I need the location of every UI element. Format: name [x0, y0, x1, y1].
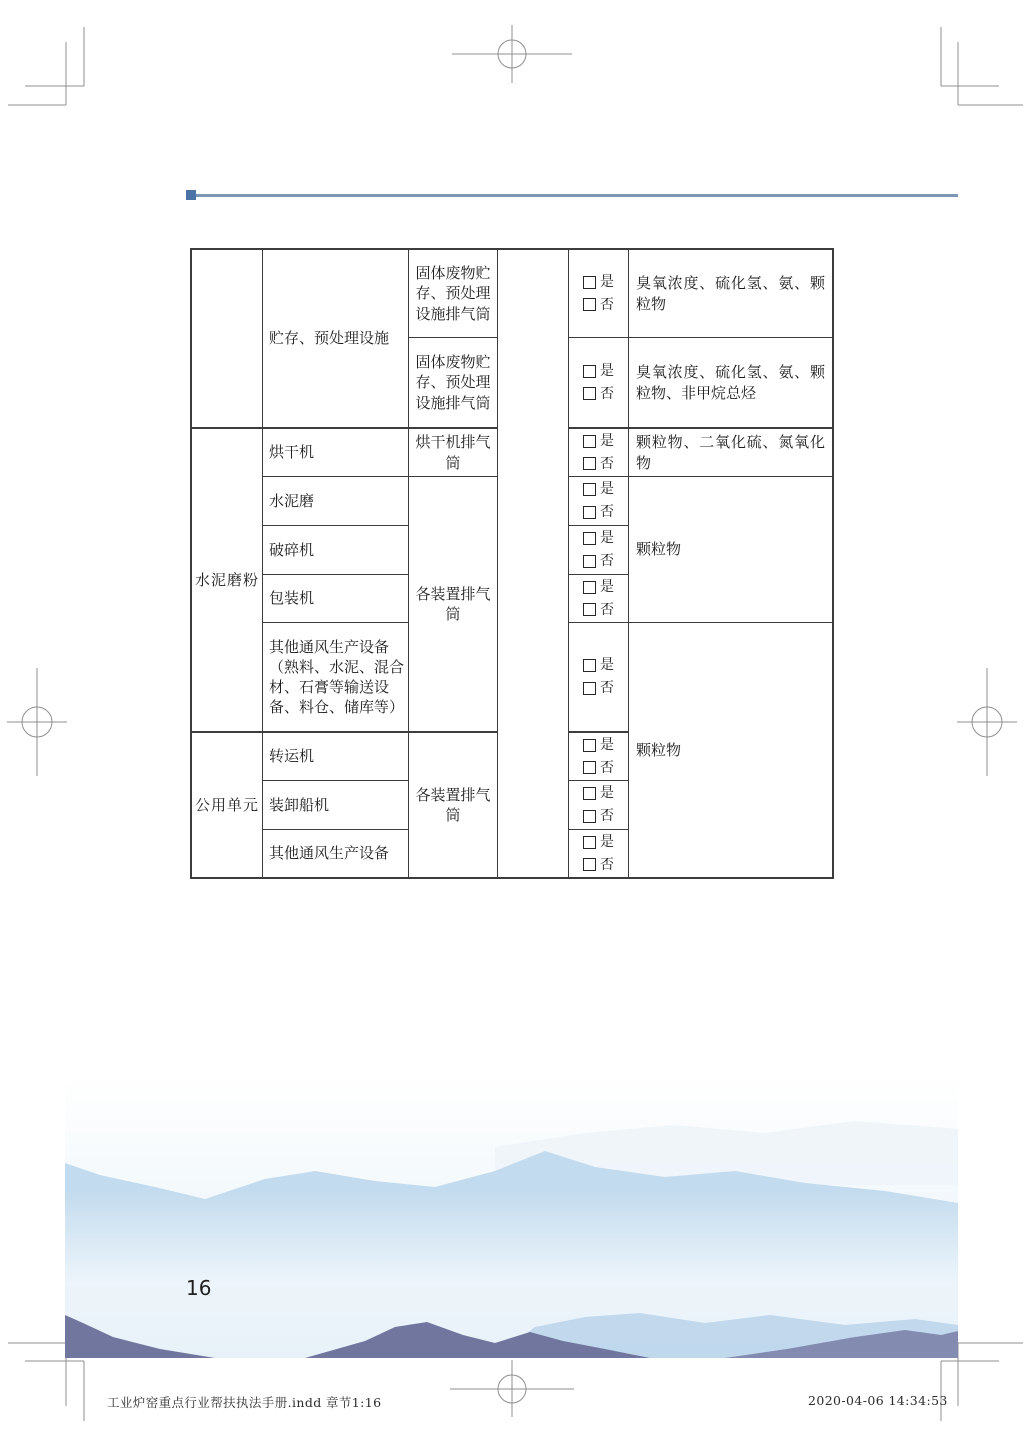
checkbox-cell	[568, 829, 628, 877]
checkbox-no-label: 否	[600, 808, 614, 824]
pollutant-cell	[628, 476, 832, 622]
pollutant-text: 颗粒物	[636, 740, 682, 759]
checkbox-cell	[568, 731, 628, 780]
checkbox-yes-label: 是	[600, 481, 614, 498]
inspection-table	[190, 248, 834, 879]
pollutant-cell	[628, 250, 832, 337]
checkbox-no-label: 否	[600, 504, 614, 520]
checkbox-no-icon	[583, 603, 596, 616]
footer-timestamp: 2020-04-06 14:34:53	[808, 1393, 948, 1408]
stack-cell: 固体废物贮存、预处理设施排气筒	[408, 250, 497, 337]
spacer-cell	[497, 250, 568, 877]
checkbox-yes-icon	[583, 365, 596, 378]
pollutant-cell	[628, 337, 832, 427]
checkbox-yes-label: 是	[600, 530, 614, 547]
group-cell-empty	[192, 250, 262, 427]
stack-cell: 固体废物贮存、预处理设施排气筒	[408, 337, 497, 427]
checkbox-cell	[568, 250, 628, 337]
equipment-cell: 包装机	[262, 574, 408, 622]
checkbox-no-icon	[583, 858, 596, 871]
equipment-cell: 烘干机	[262, 427, 408, 476]
checkbox-yes-label: 是	[600, 833, 614, 850]
stack-cell: 烘干机排气筒	[408, 427, 497, 476]
checkbox-yes-icon	[583, 787, 596, 800]
checkbox-no-icon	[583, 387, 596, 400]
header-rule-square	[186, 190, 196, 200]
checkbox-no-icon	[583, 682, 596, 695]
checkbox-no-label: 否	[600, 296, 614, 313]
pollutant-cell	[628, 427, 832, 476]
checkbox-no-icon	[583, 457, 596, 470]
checkbox-cell	[568, 525, 628, 574]
checkbox-no-icon	[583, 810, 596, 823]
checkbox-yes-icon	[583, 532, 596, 545]
checkbox-yes-label: 是	[600, 432, 614, 449]
checkbox-no-label: 否	[600, 856, 614, 873]
checkbox-no-label: 否	[600, 680, 614, 696]
pollutant-text: 臭氧浓度、硫化氢、氨、颗粒物	[636, 274, 825, 313]
checkbox-no-icon	[583, 555, 596, 568]
equipment-cell: 破碎机	[262, 525, 408, 574]
mountain-footer-image	[65, 1075, 958, 1358]
pollutant-text: 颗粒物、二氧化硫、氮氧化物	[636, 433, 825, 472]
checkbox-yes-label: 是	[600, 736, 614, 753]
equipment-cell: 装卸船机	[262, 780, 408, 829]
checkbox-yes-icon	[583, 276, 596, 289]
checkbox-cell	[568, 622, 628, 731]
checkbox-no-icon	[583, 761, 596, 774]
checkbox-no-label: 否	[600, 601, 614, 618]
checkbox-no-label: 否	[600, 385, 614, 402]
checkbox-yes-icon	[583, 435, 596, 448]
checkbox-cell	[568, 337, 628, 427]
equipment-cell: 贮存、预处理设施	[262, 250, 408, 427]
checkbox-yes-label: 是	[600, 785, 614, 802]
equipment-cell: 转运机	[262, 731, 408, 780]
checkbox-yes-label: 是	[600, 578, 614, 595]
equipment-cell: 其他通风生产设备（熟料、水泥、混合材、石膏等输送设备、料仓、储库等）	[262, 622, 408, 731]
group-cell-utility-unit: 公用单元	[192, 731, 262, 877]
checkbox-no-icon	[583, 506, 596, 519]
checkbox-cell	[568, 427, 628, 476]
checkbox-yes-icon	[583, 659, 596, 672]
checkbox-no-label: 否	[600, 553, 614, 569]
pollutant-text: 颗粒物	[636, 540, 682, 559]
checkbox-yes-label: 是	[600, 362, 614, 379]
checkbox-no-icon	[583, 298, 596, 311]
equipment-cell: 其他通风生产设备	[262, 829, 408, 877]
checkbox-yes-icon	[583, 581, 596, 594]
equipment-cell: 水泥磨	[262, 476, 408, 525]
footer-filename: 工业炉窑重点行业帮扶执法手册.indd 章节1:16	[107, 1395, 382, 1410]
checkbox-cell	[568, 476, 628, 525]
page-number: 16	[186, 1276, 212, 1300]
checkbox-no-label: 否	[600, 759, 614, 776]
checkbox-no-label: 否	[600, 455, 614, 472]
checkbox-yes-icon	[583, 739, 596, 752]
checkbox-yes-icon	[583, 483, 596, 496]
checkbox-cell	[568, 574, 628, 622]
checkbox-cell	[568, 780, 628, 829]
checkbox-yes-label: 是	[600, 657, 614, 674]
group-cell-cement-grinding: 水泥磨粉	[192, 427, 262, 731]
pollutant-text: 臭氧浓度、硫化氢、氨、颗粒物、非甲烷总烃	[636, 363, 825, 402]
stack-cell: 各装置排气筒	[408, 476, 497, 731]
checkbox-yes-label: 是	[600, 273, 614, 290]
stack-cell: 各装置排气筒	[408, 731, 497, 877]
pollutant-cell	[628, 622, 832, 877]
checkbox-yes-icon	[583, 836, 596, 849]
header-rule	[187, 194, 958, 197]
